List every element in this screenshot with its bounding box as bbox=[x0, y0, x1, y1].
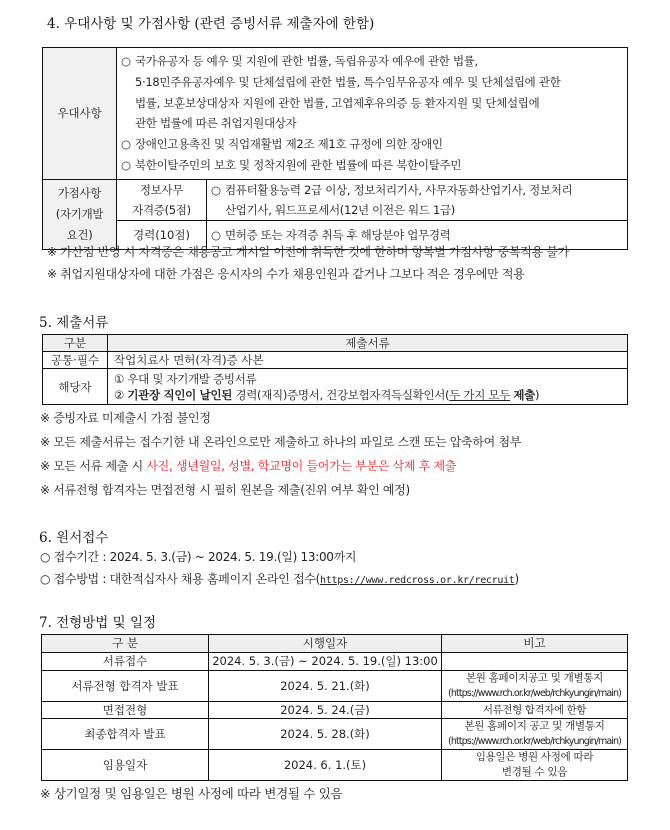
table-row bbox=[42, 653, 628, 671]
recruit-link[interactable]: https://www.redcross.or.kr/recruit bbox=[320, 575, 515, 586]
date-cell: 2024. 6. 1.(토) bbox=[209, 750, 442, 781]
column-header: 구 분 bbox=[42, 635, 209, 653]
documents-cell: ① 우대 및 자기개발 증빙서류 ② 기관장 직인이 날인된 경력(재직)증명서, 건강보험자격득실확인서(두 가지 모두 제출) bbox=[108, 369, 628, 405]
list-item: ○ 북한이탈주민의 보호 및 정착지원에 관한 법률에 따른 북한이탈주민 bbox=[121, 157, 462, 172]
preferential-label: 우대사항 bbox=[43, 48, 117, 180]
stage-cell: 임용일자 bbox=[42, 750, 209, 781]
table-row bbox=[43, 369, 628, 405]
remark-cell: 본원 홈페이지 공고 및 개별통지 (https://www.rch.or.kr/web/rchkyungin/main) bbox=[442, 719, 628, 750]
section-6-title: 6. 원서접수 bbox=[39, 530, 109, 546]
application-method: ○ 접수방법 : 대한적십자사 채용 홈페이지 온라인 접수(https://www.redcross.or.kr/recruit) bbox=[40, 572, 519, 586]
documents-cell: 작업치료사 면허(자격)증 사본 bbox=[108, 352, 628, 369]
table-header-row bbox=[43, 335, 628, 352]
column-header: 제출서류 bbox=[108, 335, 628, 352]
schedule-note: ※ 상기일정 및 임용일은 병원 사정에 따라 변경될 수 있음 bbox=[40, 786, 343, 801]
note: ※ 가산점 반영 시 자격증은 채용공고 게시일 이전에 취득한 것에 한하며 항복별 가점사항 중복적용 불가 bbox=[47, 245, 569, 259]
bonus-detail: ○ 면허증 또는 자격증 취득 후 해당분야 업무경력 bbox=[207, 220, 628, 249]
note: ※ 서류전형 합격자는 면접전형 시 필히 원본을 제출(진위 여부 확인 예정) bbox=[40, 483, 410, 497]
table-row bbox=[42, 750, 628, 781]
section-4-title: 4. 우대사항 및 가점사항 (관련 증빙서류 제출자에 한함) bbox=[47, 16, 375, 32]
table-row bbox=[42, 702, 628, 719]
bonus-row-info-cert bbox=[43, 179, 628, 220]
bonus-label: 가점사항 (자기개발 요건) bbox=[43, 179, 117, 249]
table-header-row bbox=[42, 635, 628, 653]
bonus-category: 경력(10점) bbox=[117, 220, 207, 249]
date-cell: 2024. 5. 28.(화) bbox=[209, 719, 442, 750]
column-header: 시행일자 bbox=[209, 635, 442, 653]
list-item: ○ 장애인고용촉진 및 직업재활법 제2조 제1호 규정에 의한 장애인 bbox=[121, 137, 443, 152]
schedule-table bbox=[41, 634, 628, 781]
stage-cell: 서류접수 bbox=[42, 653, 209, 671]
note: ※ 취업지원대상자에 대한 가점은 응시자의 수가 채용인원과 같거나 그보다 적은 경우에만 적용 bbox=[47, 267, 525, 281]
column-header: 구분 bbox=[43, 335, 108, 352]
remark-cell: 서류전형 합격자에 한함 bbox=[442, 702, 628, 719]
list-item-continued: 5·18민주유공자예우 및 단체설립에 관한 법률, 특수임무유공자 예우 및 단체설립에 관한 bbox=[135, 74, 561, 89]
date-cell: 2024. 5. 3.(금) ~ 2024. 5. 19.(일) 13:00 bbox=[209, 653, 442, 671]
note-warning: ※ 모든 서류 제출 시 사진, 생년월일, 성별, 학교명이 들어가는 부분은 삭제 후 제출 bbox=[40, 459, 457, 473]
category-cell: 공통·필수 bbox=[43, 352, 108, 369]
preferential-bonus-table bbox=[42, 47, 628, 250]
application-period: ○ 접수기간 : 2024. 5. 3.(금) ~ 2024. 5. 19.(일) 13:00까지 bbox=[40, 550, 357, 564]
section-7-title: 7. 전형방법 및 일정 bbox=[39, 615, 157, 631]
bonus-detail: ○ 컴퓨터활용능력 2급 이상, 정보처리기사, 사무자동화산업기사, 정보처리 산업기사, 워드프로세서(12년 이전은 워드 1급) bbox=[207, 179, 628, 220]
column-header: 비고 bbox=[442, 635, 628, 653]
stage-cell: 최종합격자 발표 bbox=[42, 719, 209, 750]
stage-cell: 서류전형 합격자 발표 bbox=[42, 671, 209, 702]
date-cell: 2024. 5. 24.(금) bbox=[209, 702, 442, 719]
table-row bbox=[42, 671, 628, 702]
date-cell: 2024. 5. 21.(화) bbox=[209, 671, 442, 702]
section-5-title: 5. 제출서류 bbox=[39, 315, 109, 331]
table-row bbox=[43, 352, 628, 369]
note: ※ 증빙자료 미제출시 가점 불인정 bbox=[40, 411, 211, 425]
preferential-items bbox=[117, 48, 628, 180]
table-row bbox=[42, 719, 628, 750]
submission-documents-table bbox=[42, 334, 628, 405]
list-item-continued: 법률, 보훈보상대상자 지원에 관한 법률, 고엽제후유의증 등 환자지원 및 단체설립에 bbox=[135, 95, 540, 110]
list-item-continued: 관한 법률에 따른 취업지원대상자 bbox=[135, 116, 297, 131]
preferential-row bbox=[43, 48, 628, 180]
remark-cell: 임용일은 병원 사정에 따라 변경될 수 있음 bbox=[442, 750, 628, 781]
list-item: ○ 국가유공자 등 예우 및 지원에 관한 법률, 독립유공자 예우에 관한 법률, bbox=[121, 54, 478, 68]
category-cell: 해당자 bbox=[43, 369, 108, 405]
stage-cell: 면접전형 bbox=[42, 702, 209, 719]
bonus-category: 정보사무 자격증(5점) bbox=[117, 179, 207, 220]
note: ※ 모든 제출서류는 접수기한 내 온라인으로만 제출하고 하나의 파일로 스캔 또는 압축하여 첨부 bbox=[40, 435, 522, 449]
remark-cell: 본원 홈페이지공고 및 개별통지 (https://www.rch.or.kr/web/rchkyungin/main) bbox=[442, 671, 628, 702]
remark-cell bbox=[442, 653, 628, 671]
